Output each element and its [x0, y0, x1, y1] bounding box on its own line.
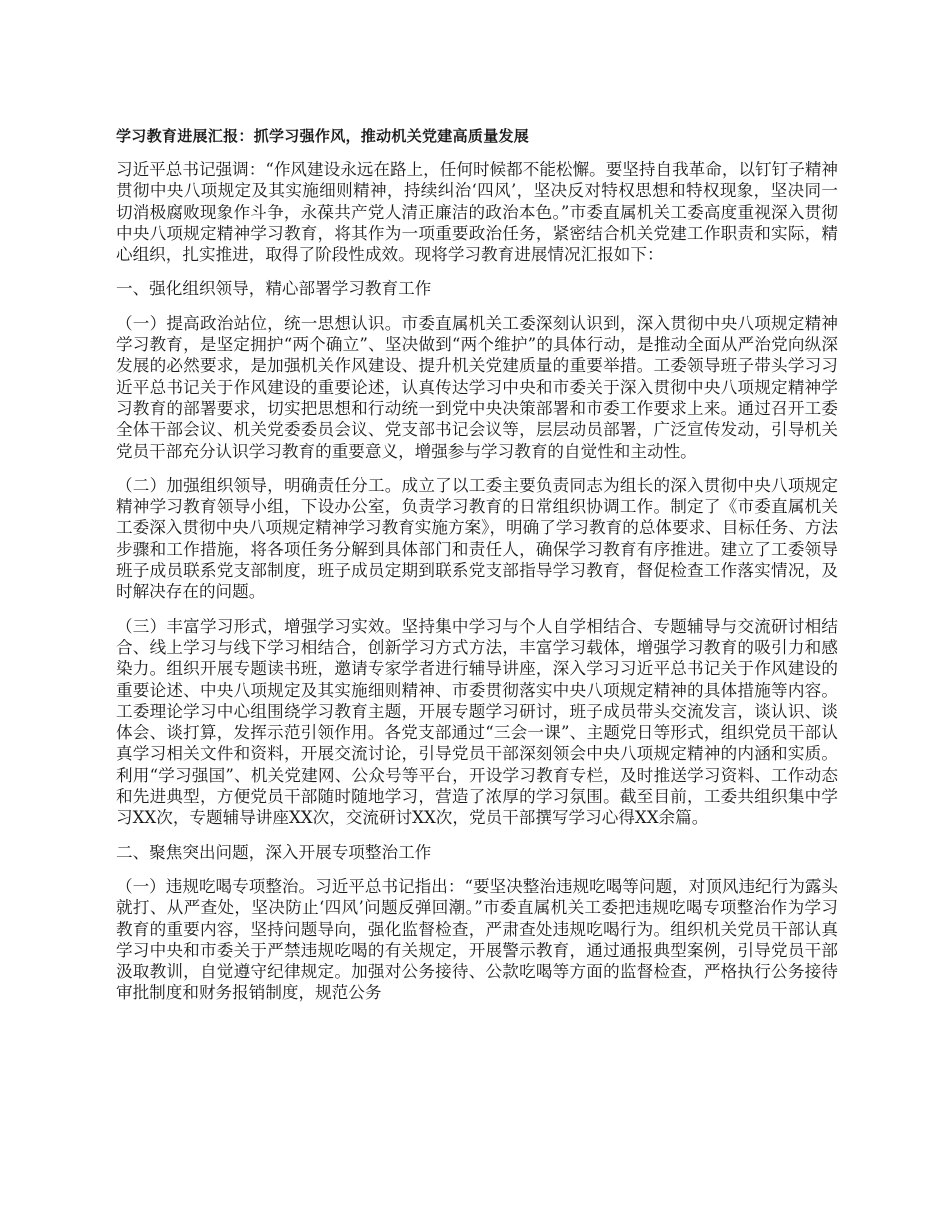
document-title: 学习教育进展汇报：抓学习强作风，推动机关党建高质量发展: [116, 127, 530, 145]
paragraph-2-1: （一）违规吃喝专项整治。习近平总书记指出：“要坚决整治违规吃喝等问题，对顶风违纪行为露头就打、从严查处，坚决防止‘四风’问题反弹回潮。”市委直属机关工委把违规吃喝专项整治作为学习教育的重要内容，坚持问题导向，强化监督检查，严肃查处违规吃喝行为。组织机关党员干部认真学习中央和市委关于严禁违规吃喝的有关规定，开展警示教育，通过通报典型案例，引导党员干部汲取教训，自觉遵守纪律规定。加强对公务接待、公款吃喝等方面的监督检查，严格执行公务接待审批制度和财务报销制度，规范公务: [116, 876, 839, 1003]
paragraph-1-2: （二）加强组织领导，明确责任分工。成立了以工委主要负责同志为组长的深入贯彻中央八项规定精神学习教育领导小组，下设办公室，负责学习教育的日常组织协调工作。制定了《市委直属机关工委深入贯彻中央八项规定精神学习教育实施方案》，明确了学习教育的总体要求、目标任务、方法步骤和工作措施，将各项任务分解到具体部门和责任人，确保学习教育有序推进。建立了工委领导班子成员联系党支部制度，班子成员定期到联系党支部指导学习教育，督促检查工作落实情况，及时解决存在的问题。: [116, 475, 838, 602]
document-page: [116, 126, 838, 1017]
paragraph-1-1: （一）提高政治站位，统一思想认识。市委直属机关工委深刻认识到，深入贯彻中央八项规定精神学习教育，是坚定拥护“两个确立”、坚决做到“两个维护”的具体行动，是推动全面从严治党向纵深发展的必然要求，是加强机关作风建设、提升机关党建质量的重要举措。工委领导班子带头学习习近平总书记关于作风建设的重要论述，认真传达学习中央和市委关于深入贯彻中央八项规定精神学习教育的部署要求，切实把思想和行动统一到党中央决策部署和市委工作要求上来。通过召开工委全体干部会议、机关党委委员会议、党支部书记会议等，层层动员部署，广泛宣传发动，引导机关党员干部充分认识学习教育的重要意义，增强参与学习教育的自觉性和主动性。: [116, 313, 838, 461]
intro-paragraph: 习近平总书记强调：“作风建设永远在路上，任何时候都不能松懈。要坚持自我革命，以钉钉子精神贯彻中央八项规定及其实施细则精神，持续纠治‘四风’，坚决反对特权思想和特权现象，坚决同一切消极腐败现象作斗争，永葆共产党人清正廉洁的政治本色。”市委直属机关工委高度重视深入贯彻中央八项规定精神学习教育，将其作为一项重要政治任务，紧密结合机关党建工作职责和实际，精心组织，扎实推进，取得了阶段性成效。现将学习教育进展情况汇报如下：: [116, 160, 839, 265]
paragraph-1-3: （三）丰富学习形式，增强学习实效。坚持集中学习与个人自学相结合、专题辅导与交流研讨相结合、线上学习与线下学习相结合，创新学习方式方法，丰富学习载体，增强学习教育的吸引力和感染力。组织开展专题读书班，邀请专家学者进行辅导讲座，深入学习习近平总书记关于作风建设的重要论述、中央八项规定及其实施细则精神、市委贯彻落实中央八项规定精神的具体措施等内容。工委理论学习中心组围绕学习教育主题，开展专题学习研讨，班子成员带头交流发言，谈认识、谈体会、谈打算，发挥示范引领作用。各党支部通过“三会一课”、主题党日等形式，组织党员干部认真学习相关文件和资料，开展交流讨论，引导党员干部深刻领会中央八项规定精神的内涵和实质。利用“学习强国”、机关党建网、公众号等平台，开设学习教育专栏，及时推送学习资料、工作动态和先进典型，方便党员干部随时随地学习，营造了浓厚的学习氛围。截至目前，工委共组织集中学习XX次，专题辅导讲座XX次，交流研讨XX次，党员干部撰写学习心得XX余篇。: [116, 616, 838, 828]
section-heading-2: 二、聚焦突出问题，深入开展专项整治工作: [116, 842, 432, 862]
section-heading-1: 一、强化组织领导，精心部署学习教育工作: [116, 279, 432, 299]
